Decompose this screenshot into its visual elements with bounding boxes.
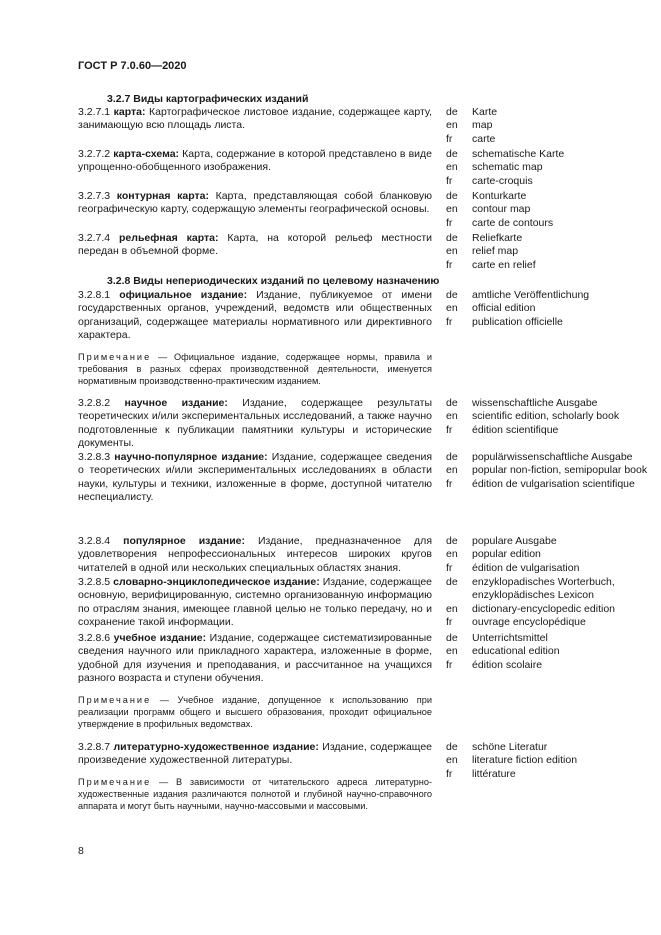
translations-3-2-8-6 <box>446 632 652 672</box>
note-text: — В зависимости от читательского адреса литературно-художественные издания различаются полнотой и глубиной научно-справочного аппарата и могут быть научными, научно-массовыми и массовыми. <box>78 777 432 811</box>
lang-code: de <box>446 741 458 753</box>
entry-definition: Издание, содержащее результаты теоретических и/или экспериментальных исследований, а также научно подготовленные к публикации памятники культуры и исторические документы. <box>78 397 432 450</box>
entry-3-2-8-4 <box>78 535 432 575</box>
translation-text: educational edition <box>472 645 560 658</box>
translation-text: Karte <box>472 106 498 118</box>
translation-text: schöne Literatur <box>472 741 548 753</box>
entry-3-2-8-5 <box>78 576 432 630</box>
lang-code: fr <box>446 315 453 328</box>
lang-code: fr <box>446 477 453 490</box>
entry-term: контурная карта: <box>116 190 209 202</box>
entry-term: научно-популярное издание: <box>114 451 268 463</box>
translation-text: populare Ausgabe <box>472 535 557 547</box>
entry-number: 3.2.8.6 <box>78 632 111 644</box>
entry-term: официальное издание: <box>119 289 248 301</box>
lang-code: de <box>446 535 458 547</box>
translations-3-2-7-1 <box>446 106 652 146</box>
entry-term: карта: <box>113 106 146 118</box>
translation-text: carte <box>472 132 496 145</box>
note-text: — Учебное издание, допущенное к использованию при реализации программ общего и высшего образования, проходит официальное утверждение в профильных ведомствах. <box>78 695 432 729</box>
entry-number: 3.2.8.5 <box>78 576 111 588</box>
translation-text: Unterrichtsmittel <box>472 632 548 644</box>
lang-code: fr <box>446 216 453 229</box>
translation-text: relief map <box>472 245 519 258</box>
lang-code: fr <box>446 616 453 629</box>
translations-3-2-8-4 <box>446 535 652 575</box>
entry-3-2-7-1 <box>78 106 432 133</box>
entry-number: 3.2.7.2 <box>78 148 111 160</box>
note-text: — Официальное издание, содержащее нормы, правила и требования в разных сферах производственной деятельности, именуется нормативным производственно-практическим изданием. <box>78 352 432 386</box>
entry-3-2-8-7 <box>78 741 432 768</box>
translations-3-2-7-4 <box>446 232 652 272</box>
section-heading-3-2-8: 3.2.8 Виды непериодических изданий по целевому назначению <box>107 275 440 287</box>
lang-code: de <box>446 232 458 244</box>
translation-text: Konturkarte <box>472 190 527 202</box>
lang-code: en <box>446 754 458 767</box>
lang-code: en <box>446 548 458 561</box>
note-educational-edition <box>78 694 432 730</box>
lang-code: fr <box>446 423 453 436</box>
entry-number: 3.2.7.1 <box>78 106 111 118</box>
entry-3-2-8-2 <box>78 397 432 451</box>
translation-text: ouvrage encyclopédique <box>472 616 586 629</box>
entry-term: учебное издание: <box>113 632 207 644</box>
translation-text: wissenschaftliche Ausgabe <box>472 397 598 409</box>
lang-code: en <box>446 302 458 315</box>
entry-definition: Издание, публикуемое от имени государственных органов, учреждений, ведомств или общественных организаций, содержащее материалы нормативного или директивного характера. <box>78 289 432 342</box>
translation-text: amtliche Veröffentlichung <box>472 289 590 301</box>
note-label: Примечание <box>78 777 152 787</box>
lang-code: fr <box>446 767 453 780</box>
entry-3-2-8-6 <box>78 632 432 686</box>
lang-code: de <box>446 289 458 301</box>
note-label: Примечание <box>78 352 152 362</box>
translation-text: dictionary-encyclopedic edition <box>472 602 615 615</box>
translations-3-2-8-7 <box>446 741 652 781</box>
entry-definition: Карта, содержание в которой представлено в виде упрощенно-обобщенного изображения. <box>78 148 432 174</box>
entry-number: 3.2.7.4 <box>78 232 111 244</box>
page-header: ГОСТ Р 7.0.60—2020 <box>78 60 187 72</box>
entry-term: карта-схема: <box>113 148 180 160</box>
lang-code: fr <box>446 658 453 671</box>
note-label: Примечание <box>78 695 152 705</box>
lang-code: fr <box>446 174 453 187</box>
entry-definition: Карта, представляющая собой бланковую географическую карту, содержащую элементы географической основы. <box>78 190 432 216</box>
translation-text: édition de vulgarisation scientifique <box>472 477 635 490</box>
entry-3-2-8-1 <box>78 289 432 343</box>
note-literary-edition <box>78 776 432 812</box>
page-number: 8 <box>78 845 84 857</box>
entry-definition: Издание, предназначенное для удовлетворения непрофессиональных интересов широких кругов читателей в одной или нескольких специальных областях знания. <box>78 535 432 574</box>
translations-3-2-7-2 <box>446 148 652 188</box>
note-official-edition <box>78 351 432 387</box>
entry-definition: Картографическое листовое издание, содержащее карту, занимающую всю площадь листа. <box>78 106 433 132</box>
translation-text: map <box>472 119 493 132</box>
lang-code: en <box>446 602 458 615</box>
translation-text: populärwissenschaftliche Ausgabe <box>472 451 633 463</box>
translations-3-2-8-1 <box>446 289 652 329</box>
entry-term: популярное издание: <box>123 535 246 547</box>
translations-3-2-8-2 <box>446 397 652 437</box>
translation-text: publication officielle <box>472 315 563 328</box>
translation-text: carte-croquis <box>472 174 533 187</box>
lang-code: en <box>446 464 458 477</box>
entry-term: научное издание: <box>124 397 228 409</box>
translation-text: contour map <box>472 203 531 216</box>
translation-text: Reliefkarte <box>472 232 523 244</box>
entry-3-2-7-2 <box>78 148 432 175</box>
entry-definition: Издание, содержащее систематизированные сведения научного или прикладного характера, изложенные в форме, удобной для изучения и преподавания, и рассчитанное на учащихся разного возраста и ступени обучения. <box>78 632 432 685</box>
translation-text: schematische Karte <box>472 148 565 160</box>
lang-code: de <box>446 190 458 202</box>
lang-code: de <box>446 106 458 118</box>
lang-code: de <box>446 451 458 463</box>
translation-text: édition scolaire <box>472 658 543 671</box>
entry-definition: Карта, на которой рельеф местности передан в объемной форме. <box>78 232 433 258</box>
translation-text: scientific edition, scholarly book <box>472 410 620 423</box>
section-heading-3-2-7: 3.2.7 Виды картографических изданий <box>107 93 309 105</box>
translation-text: enzyklopadisches Worterbuch, enzyklopädisches Lexicon <box>472 576 615 602</box>
translations-3-2-8-3 <box>446 451 652 491</box>
lang-code: de <box>446 397 458 409</box>
lang-code: de <box>446 632 458 644</box>
entry-number: 3.2.8.4 <box>78 535 111 547</box>
translation-text: popular edition <box>472 548 541 561</box>
entry-number: 3.2.8.3 <box>78 451 111 463</box>
lang-code: de <box>446 576 458 588</box>
translation-text: édition scientifique <box>472 423 559 436</box>
lang-code: en <box>446 119 458 132</box>
lang-code: de <box>446 148 458 160</box>
entry-3-2-7-3 <box>78 190 432 217</box>
translation-text: official edition <box>472 302 536 315</box>
entry-definition: Издание, содержащее произведение художественной литературы. <box>78 741 432 767</box>
translation-text: carte en relief <box>472 258 536 271</box>
lang-code: en <box>446 245 458 258</box>
translations-3-2-7-3 <box>446 190 652 230</box>
lang-code: en <box>446 410 458 423</box>
entry-number: 3.2.8.7 <box>78 741 111 753</box>
entry-term: рельефная карта: <box>119 232 219 244</box>
translation-text: popular non-fiction, semipopular book <box>472 464 648 477</box>
entry-number: 3.2.7.3 <box>78 190 111 202</box>
lang-code: en <box>446 645 458 658</box>
entry-term: литературно-художественное издание: <box>113 741 319 753</box>
entry-term: словарно-энциклопедическое издание: <box>113 576 320 588</box>
lang-code: fr <box>446 258 453 271</box>
translation-text: schematic map <box>472 161 543 174</box>
entry-3-2-7-4 <box>78 232 432 259</box>
translations-3-2-8-5 <box>446 576 652 630</box>
translation-text: édition de vulgarisation <box>472 561 580 574</box>
entry-definition: Издание, содержащее основную, верифицированную, системно организованную информацию по отраслям знания, имеющее главной целью не только передачу, но и сохранение такой информации. <box>78 576 433 629</box>
entry-definition: Издание, содержащее сведения о теоретических и/или экспериментальных исследованиях в области науки, культуры и техники, изложенные в форме, доступной читателю неспециалисту. <box>78 451 433 504</box>
translation-text: carte de contours <box>472 216 554 229</box>
entry-number: 3.2.8.2 <box>78 397 111 409</box>
lang-code: en <box>446 161 458 174</box>
entry-number: 3.2.8.1 <box>78 289 111 301</box>
lang-code: en <box>446 203 458 216</box>
translation-text: literature fiction edition <box>472 754 578 767</box>
translation-text: littérature <box>472 767 516 780</box>
lang-code: fr <box>446 561 453 574</box>
lang-code: fr <box>446 132 453 145</box>
entry-3-2-8-3 <box>78 451 432 505</box>
